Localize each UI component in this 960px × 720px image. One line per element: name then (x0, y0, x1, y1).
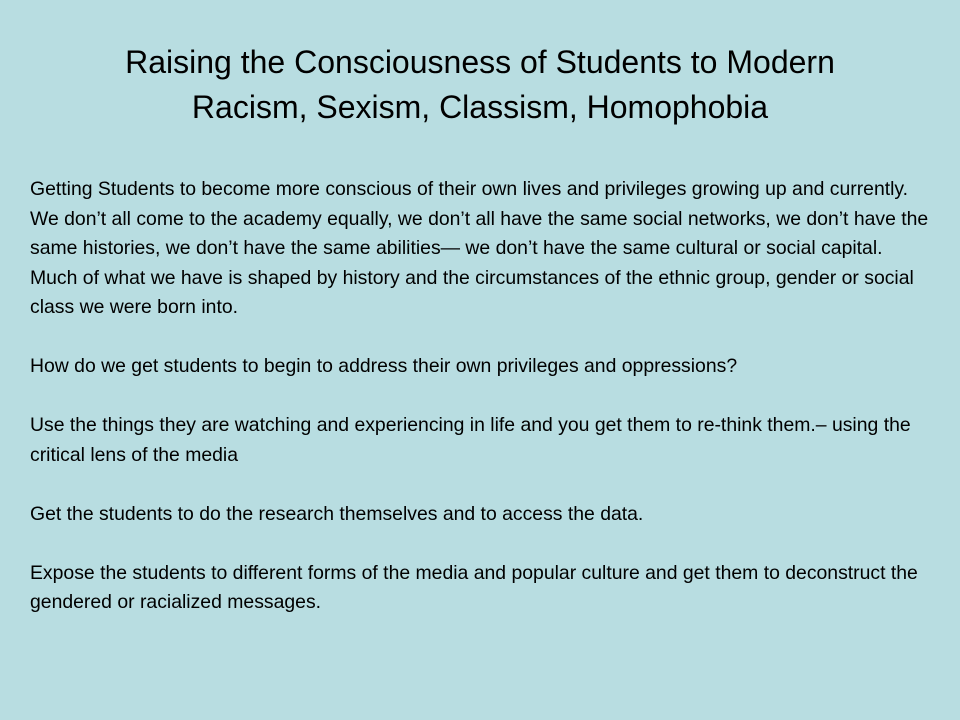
paragraph-consciousness: Getting Students to become more conscious of their own lives and privileges growing up and currently. We don’t all come to the academy equally, we don’t all have the same social networks, we don’t have the same histories, we don’t have the same abilities— we don’t have the same cultural or social capital. Much of what we have is shaped by history and the circumstances of the ethnic group, gender or social class we were born into. (30, 178, 929, 318)
slide-title-line-2: Racism, Sexism, Classism, Homophobia (191, 89, 769, 125)
paragraph-research: Get the students to do the research themselves and to access the data. (30, 502, 644, 525)
paragraph-question: How do we get students to begin to address their own privileges and oppressions? (30, 355, 738, 377)
slide-title-line-1: Raising the Consciousness of Students to Modern (125, 44, 835, 80)
paragraph-media-lens: Use the things they are watching and experiencing in life and you get them to re-think them.– using the critical lens of the media (30, 414, 911, 466)
paragraph-deconstruct: Expose the students to different forms of the media and popular culture and get them to deconstruct the gendered or racialized messages. (30, 561, 918, 613)
slide-title (0, 40, 960, 130)
slide-body (30, 175, 935, 618)
